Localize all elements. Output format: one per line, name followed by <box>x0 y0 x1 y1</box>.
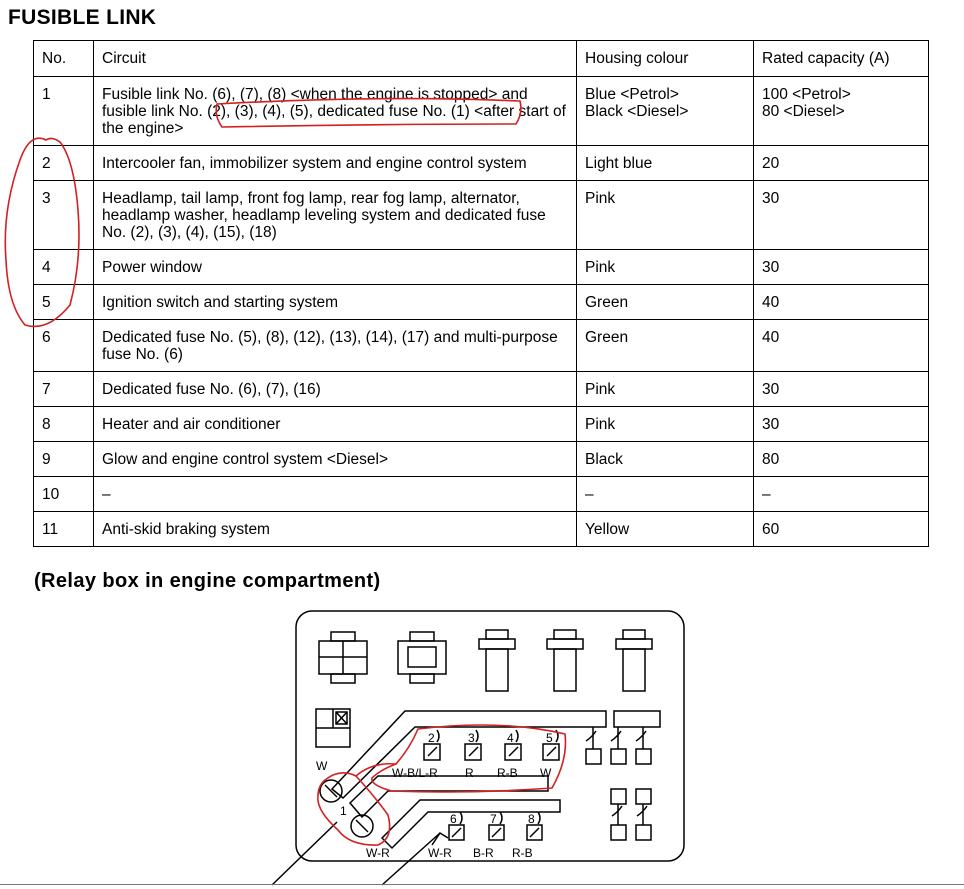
wire-label-r-b: R-B <box>497 766 518 780</box>
link-number-5: 5 <box>546 731 553 745</box>
cell-no: 4 <box>34 250 94 285</box>
link-number-8: 8 <box>528 812 535 826</box>
page-title: FUSIBLE LINK <box>8 6 157 29</box>
capacity-line: 80 <Diesel> <box>762 103 845 120</box>
cell-capacity: 40 <box>754 320 929 372</box>
colour-line: Blue <Petrol> <box>585 86 679 103</box>
cell-colour: Light blue <box>577 146 754 181</box>
annotation-row1-circle <box>216 99 521 127</box>
header-housing-colour: Housing colour <box>577 41 754 77</box>
cell-circuit: – <box>94 477 577 512</box>
cell-capacity: 30 <box>754 250 929 285</box>
cell-circuit: Ignition switch and starting system <box>94 285 577 320</box>
link-number-7: 7 <box>490 812 497 826</box>
cell-colour: Green <box>577 285 754 320</box>
cell-capacity: 20 <box>754 146 929 181</box>
cell-colour: Pink <box>577 250 754 285</box>
cell-no: 11 <box>34 512 94 547</box>
cell-circuit: Power window <box>94 250 577 285</box>
cell-no: 9 <box>34 442 94 477</box>
link-number-1: 1 <box>340 804 347 818</box>
cell-colour: Pink <box>577 407 754 442</box>
cell-colour: Yellow <box>577 512 754 547</box>
annotation-rows-2-5-loop <box>5 138 79 326</box>
wire-label-w-5: W <box>540 766 552 780</box>
cell-colour: Pink <box>577 372 754 407</box>
link-number-2: 2 <box>428 731 435 745</box>
wire-label-r-b-8: R-B <box>512 846 533 860</box>
cell-circuit: Anti-skid braking system <box>94 512 577 547</box>
cell-no: 8 <box>34 407 94 442</box>
capacity-line: 100 <Petrol> <box>762 86 851 103</box>
cell-colour: Pink <box>577 181 754 250</box>
cell-no: 5 <box>34 285 94 320</box>
cell-colour: Black <box>577 442 754 477</box>
cell-capacity: 30 <box>754 372 929 407</box>
cell-capacity: 80 <box>754 442 929 477</box>
annotation-links-2-5 <box>372 725 566 792</box>
cell-circuit: Fusible link No. (6), (7), (8) <when the engine is stopped> and fusible link No. (2), (3), (4), (5), dedicated fuse No. (1) <after start of the engine> <box>94 77 577 146</box>
cell-circuit: Intercooler fan, immobilizer system and engine control system <box>94 146 577 181</box>
cell-colour: – <box>577 477 754 512</box>
wire-label-w: W <box>316 759 328 773</box>
header-circuit: Circuit <box>94 41 577 77</box>
wire-label-w-b-l-r: W-B/L-R <box>392 766 438 780</box>
header-rated-capacity: Rated capacity (A) <box>754 41 929 77</box>
annotation-link-1 <box>318 773 390 845</box>
colour-line: Black <Diesel> <box>585 103 689 120</box>
cell-circuit: Heater and air conditioner <box>94 407 577 442</box>
cell-no: 7 <box>34 372 94 407</box>
cell-circuit: Glow and engine control system <Diesel> <box>94 442 577 477</box>
wire-label-w-r: W-R <box>366 846 390 860</box>
cell-capacity: 60 <box>754 512 929 547</box>
relay-box-subtitle: (Relay box in engine compartment) <box>34 570 381 592</box>
wire-label-b-r: B-R <box>473 846 494 860</box>
wire-label-r: R <box>465 766 474 780</box>
link-number-6: 6 <box>450 812 457 826</box>
cell-capacity: – <box>754 477 929 512</box>
cell-no: 2 <box>34 146 94 181</box>
cell-capacity: 40 <box>754 285 929 320</box>
cell-circuit: Headlamp, tail lamp, front fog lamp, rear fog lamp, alternator, headlamp washer, headlamp leveling system and dedicated fuse No. (2), (3), (4), (15), (18) <box>94 181 577 250</box>
cell-circuit: Dedicated fuse No. (6), (7), (16) <box>94 372 577 407</box>
cell-circuit: Dedicated fuse No. (5), (8), (12), (13), (14), (17) and multi-purpose fuse No. (6) <box>94 320 577 372</box>
cell-no: 3 <box>34 181 94 250</box>
cell-no: 1 <box>34 77 94 146</box>
cell-capacity: 30 <box>754 407 929 442</box>
page-bottom-rule <box>0 884 964 885</box>
cell-colour: Green <box>577 320 754 372</box>
wire-label-w-r-6: W-R <box>428 846 452 860</box>
cell-capacity: 30 <box>754 181 929 250</box>
link-number-4: 4 <box>507 731 514 745</box>
cell-no: 6 <box>34 320 94 372</box>
cell-no: 10 <box>34 477 94 512</box>
header-no: No. <box>34 41 94 77</box>
link-number-3: 3 <box>468 731 475 745</box>
